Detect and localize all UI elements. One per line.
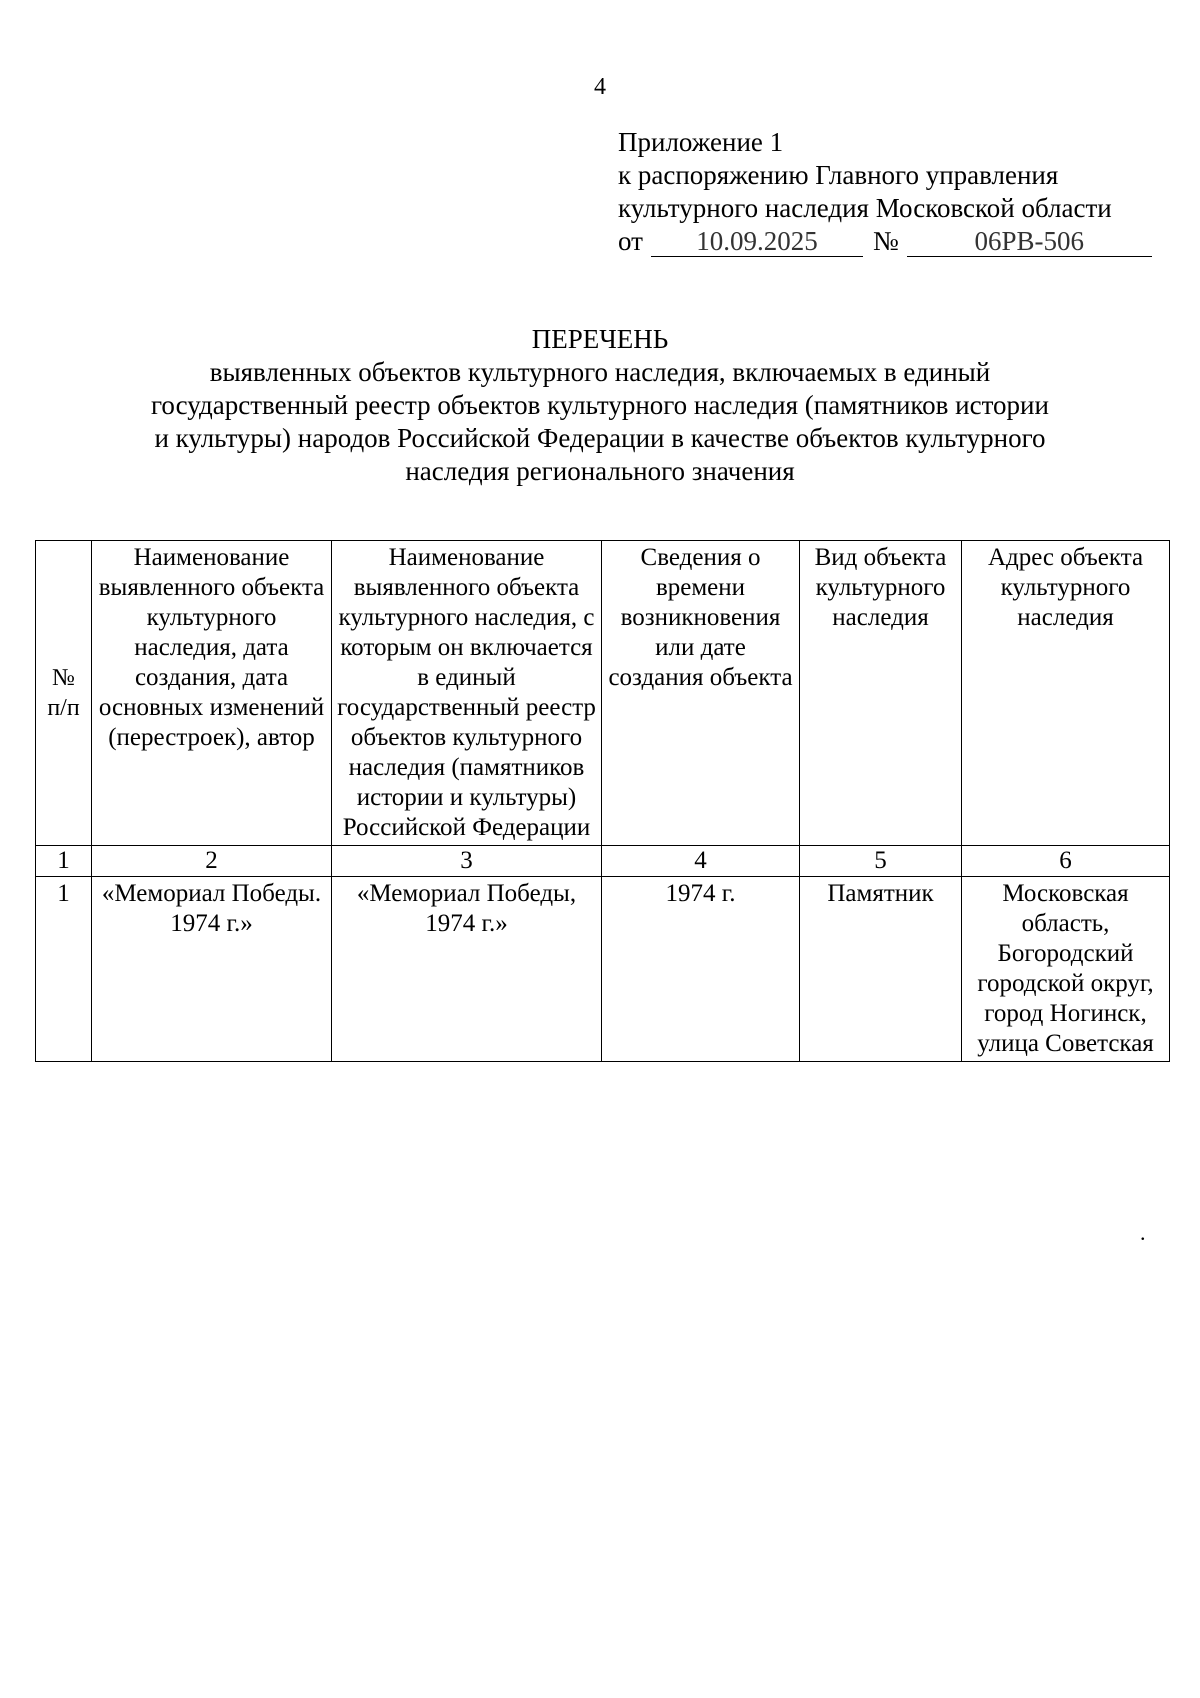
header-object-type: Вид объекта культурного наследия [800,541,962,846]
number-sign: № [872,226,899,256]
order-number: 06РВ-506 [907,227,1152,257]
row-number: 1 [36,877,92,1062]
column-index: 6 [962,846,1170,877]
heritage-objects-table [35,540,1170,1062]
header-date-info: Сведения о времени возникновения или дате создания объекта [602,541,800,846]
appendix-authority-line: культурного наследия Московской области [618,193,1112,223]
appendix-date-number-line [618,225,1178,258]
row-address: Московская область, Богородский городской округ, город Ногинск, улица Советская [962,877,1170,1062]
header-address: Адрес объекта культурного наследия [962,541,1170,846]
table-row [36,877,1170,1062]
header-number-abbr: п/п [47,695,80,721]
title-line-3: и культуры) народов Российской Федерации в качестве объектов культурного [154,423,1046,453]
header-number-sign: № [52,665,75,691]
page-number: 4 [594,74,606,100]
column-index: 5 [800,846,962,877]
row-date-info: 1974 г. [602,877,800,1062]
column-index-row [36,846,1170,877]
column-index: 1 [36,846,92,877]
header-object-name: Наименование выявленного объекта культурного наследия, дата создания, дата основных изменений (перестроек), автор [92,541,332,846]
title-line-4: наследия регионального значения [405,456,795,486]
appendix-order-line: к распоряжению Главного управления [618,160,1059,190]
appendix-block [618,126,1178,258]
column-index: 2 [92,846,332,877]
header-number [36,541,92,846]
order-date: 10.09.2025 [651,227,863,257]
row-object-name: «Мемориал Победы. 1974 г.» [92,877,332,1062]
document-title [100,323,1100,488]
table-header-row [36,541,1170,846]
appendix-title: Приложение 1 [618,127,784,157]
row-object-type: Памятник [800,877,962,1062]
title-heading: ПЕРЕЧЕНЬ [531,324,669,354]
header-registry-name: Наименование выявленного объекта культурного наследия, с которым он включается в единый государственный реестр объектов культурного наследия (памятников истории и культуры) Российской Федерации [332,541,602,846]
title-line-2: государственный реестр объектов культурного наследия (памятников истории [151,390,1049,420]
column-index: 3 [332,846,602,877]
date-prefix: от [618,226,643,256]
column-index: 4 [602,846,800,877]
title-line-1: выявленных объектов культурного наследия, включаемых в единый [209,357,991,387]
trailing-mark: . [1140,1220,1146,1245]
row-registry-name: «Мемориал Победы, 1974 г.» [332,877,602,1062]
